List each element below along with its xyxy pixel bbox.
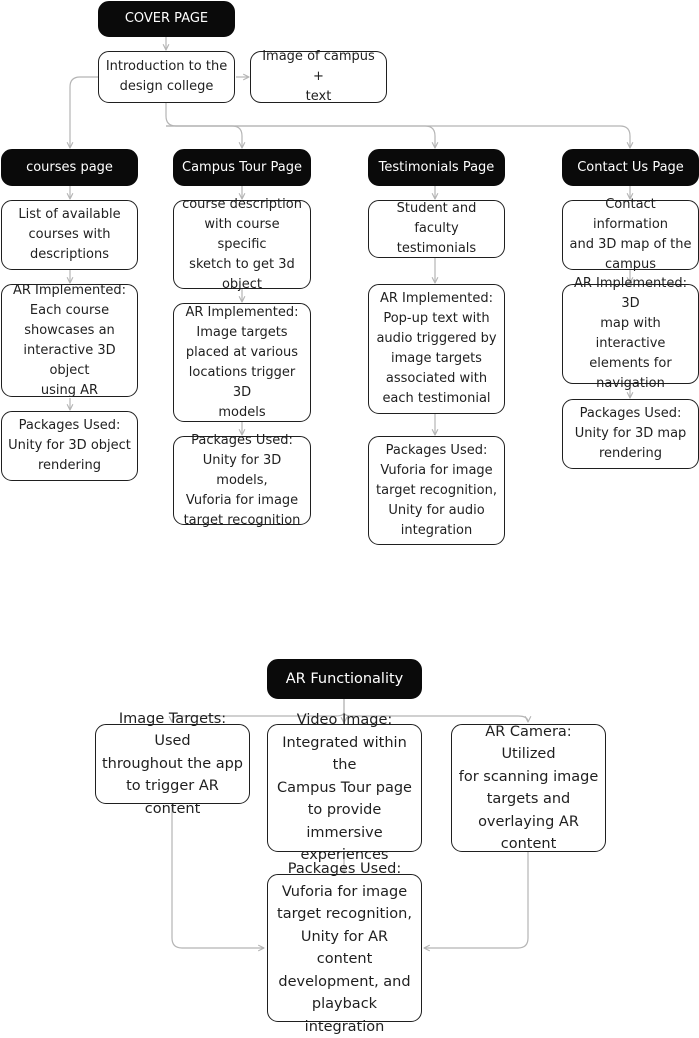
campus-tour-packages-node: Packages Used: Unity for 3D models, Vuforia for image target recognition — [173, 436, 311, 525]
edge-image-targets-to-packages — [172, 804, 264, 948]
campus-tour-page-node: Campus Tour Page — [173, 149, 311, 186]
cover-page-node: COVER PAGE — [98, 1, 235, 37]
edge-ar-camera-to-packages — [424, 852, 528, 948]
courses-page-node: courses page — [1, 149, 138, 186]
testimonials-desc-node: Student and faculty testimonials — [368, 200, 505, 258]
campus-tour-desc-node: course description with course specific sketch to get 3d object — [173, 200, 311, 289]
intro-node: Introduction to the design college — [98, 51, 235, 103]
video-image-node: Video Image: Integrated within the Campus Tour page to provide immersive experiences — [267, 724, 422, 852]
courses-desc-node: List of available courses with descriptions — [1, 200, 138, 270]
testimonials-page-node: Testimonials Page — [368, 149, 505, 186]
image-targets-node: Image Targets: Used throughout the app to trigger AR content — [95, 724, 250, 804]
contact-ar-node: AR Implemented: 3D map with interactive elements for navigation — [562, 284, 699, 384]
edge-intro-to-contact — [166, 126, 630, 148]
edge-intro-to-courses — [70, 77, 98, 148]
courses-ar-node: AR Implemented: Each course showcases an interactive 3D object using AR — [1, 284, 138, 397]
courses-packages-node: Packages Used: Unity for 3D object rendering — [1, 411, 138, 481]
ar-packages-node: Packages Used: Vuforia for image target recognition, Unity for AR content development, and playback integration — [267, 874, 422, 1022]
edge-intro-to-testimonials — [166, 126, 435, 148]
campus-image-node: Image of campus + text — [250, 51, 387, 103]
contact-desc-node: Contact information and 3D map of the campus — [562, 200, 699, 270]
ar-functionality-node: AR Functionality — [267, 659, 422, 699]
testimonials-ar-node: AR Implemented: Pop-up text with audio triggered by image targets associated with each testimonial — [368, 284, 505, 414]
campus-tour-ar-node: AR Implemented: Image targets placed at various locations trigger 3D models — [173, 303, 311, 422]
contact-packages-node: Packages Used: Unity for 3D map rendering — [562, 399, 699, 469]
testimonials-packages-node: Packages Used: Vuforia for image target recognition, Unity for audio integration — [368, 436, 505, 545]
contact-page-node: Contact Us Page — [562, 149, 699, 186]
ar-camera-node: AR Camera: Utilized for scanning image targets and overlaying AR content — [451, 724, 606, 852]
